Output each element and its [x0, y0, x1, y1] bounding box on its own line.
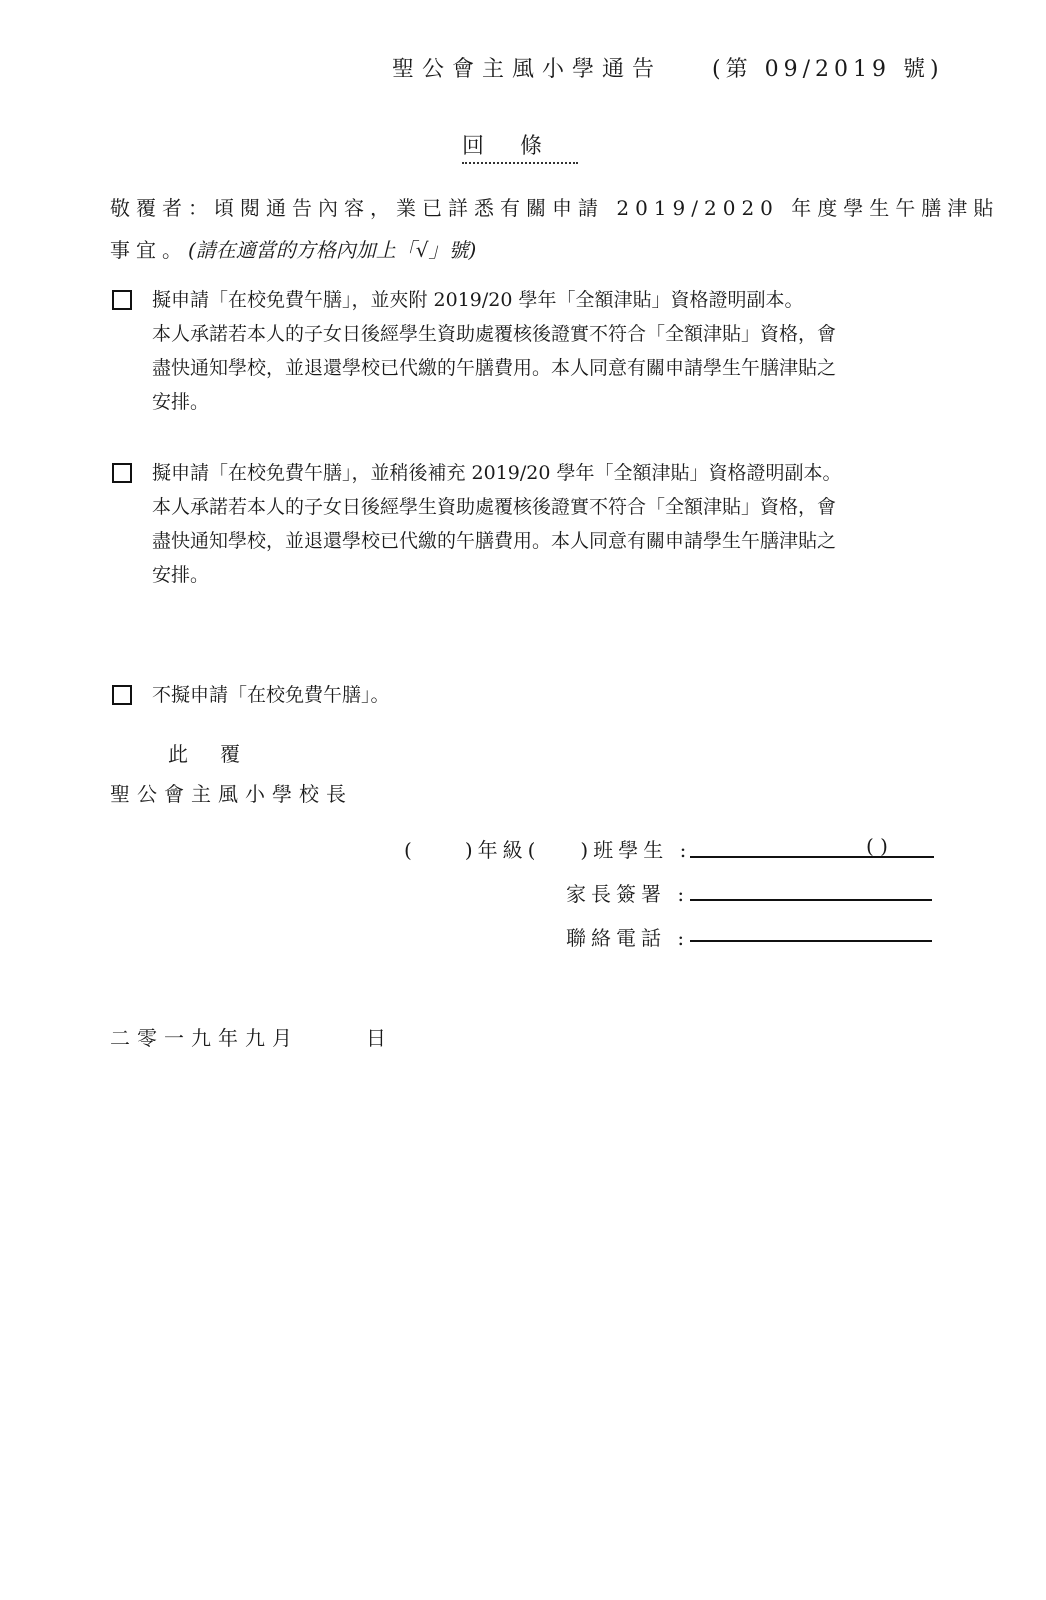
- option-2-line: 擬申請「在校免費午膳」，並稍後補充 2019/20 學年「全額津貼」資格證明副本。: [152, 462, 842, 484]
- contact-phone-field[interactable]: [690, 940, 932, 942]
- option-2-line: 安排。: [152, 564, 210, 586]
- option-2-line: 盡快通知學校，並退還學校已代繳的午膳費用。本人同意有關申請學生午膳津貼之: [152, 530, 837, 552]
- student-name-field[interactable]: [690, 856, 934, 858]
- option-3-checkbox[interactable]: [112, 685, 132, 705]
- option-1-text: [152, 283, 952, 419]
- student-number-bracket: ( ): [866, 834, 888, 858]
- option-1-line: 盡快通知學校，並退還學校已代繳的午膳費用。本人同意有關申請學生午膳津貼之: [152, 357, 837, 379]
- contact-phone-label: 聯絡電話 :: [566, 926, 690, 950]
- option-2-line: 本人承諾若本人的子女日後經學生資助處覆核後證實不符合「全額津貼」資格，會: [152, 496, 837, 518]
- recipient-principal: 聖公會主風小學校長: [110, 782, 353, 806]
- option-1-line: 擬申請「在校免費午膳」，並夾附 2019/20 學年「全額津貼」資格證明副本。: [152, 289, 804, 311]
- notice-title: 聖公會主風小學通告: [392, 57, 663, 82]
- option-1-checkbox[interactable]: [112, 290, 132, 310]
- intro-line-2: [110, 234, 476, 263]
- class-student-label: )班學生 :: [580, 838, 692, 862]
- option-2-checkbox[interactable]: [112, 463, 132, 483]
- notice-number: (第 09/2019 號): [712, 57, 944, 82]
- option-3-line: 不擬申請「在校免費午膳」。: [152, 684, 390, 706]
- reply-slip-title: 回條: [462, 134, 578, 164]
- option-1-line: 本人承諾若本人的子女日後經學生資助處覆核後證實不符合「全額津貼」資格，會: [152, 323, 837, 345]
- date-month: 二零一九年九月: [110, 1026, 299, 1050]
- grade-label: )年級(: [464, 838, 541, 862]
- option-3-text: [152, 678, 952, 712]
- parent-signature-label: 家長簽署 :: [566, 882, 690, 906]
- class-student-row: [404, 834, 691, 863]
- tick-instruction: (請在適當的方格內加上「√」號): [188, 238, 477, 262]
- closing-ci-fu: 此覆: [168, 742, 272, 766]
- option-1-line: 安排。: [152, 391, 210, 413]
- intro-line-1: 敬覆者：頃閱通告內容，業已詳悉有關申請 2019/2020 年度學生午膳津貼: [110, 196, 1000, 220]
- parent-signature-field[interactable]: [690, 899, 932, 901]
- date-day-label: 日: [366, 1026, 386, 1050]
- option-2-text: [152, 456, 952, 592]
- intro-line-2-text: 事宜。: [110, 238, 188, 262]
- grade-open-paren: (: [404, 838, 417, 862]
